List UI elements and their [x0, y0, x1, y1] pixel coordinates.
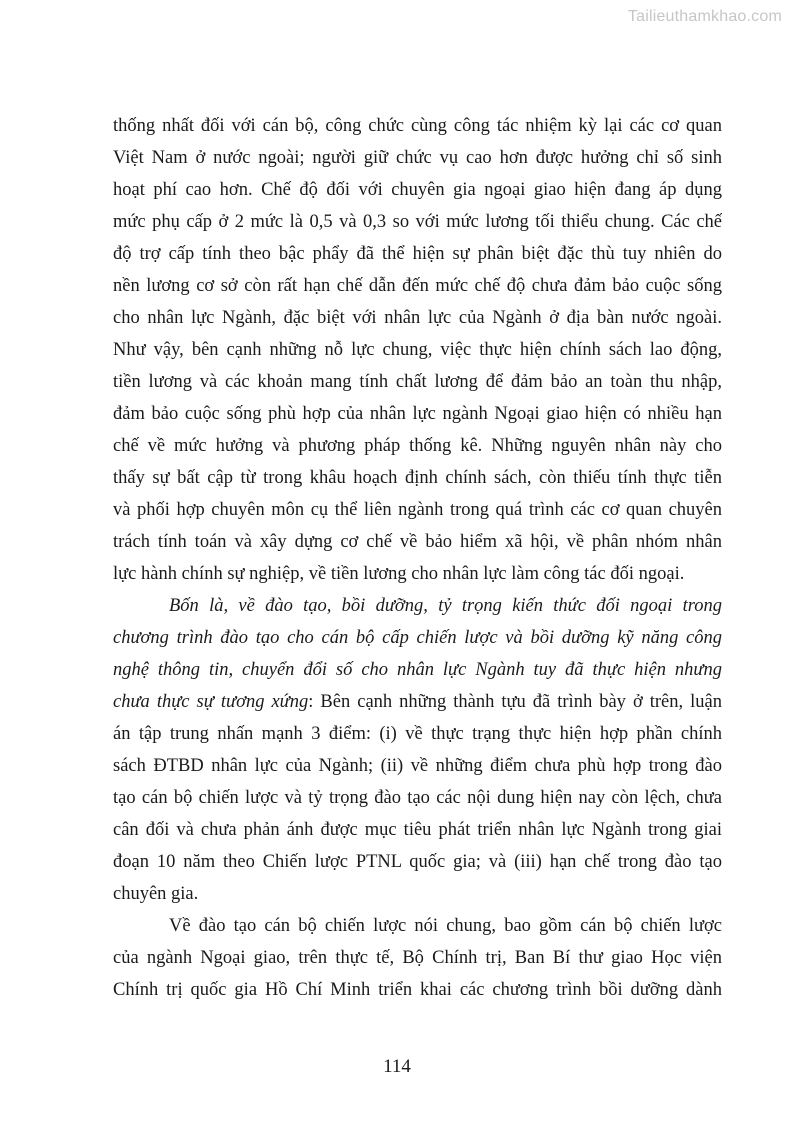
text-line	[113, 590, 722, 622]
italic-text-segment: Bốn là, về đào tạo, bồi dưỡng, tỷ trọng kiến thức đối ngoại trong	[169, 596, 722, 616]
text-line	[113, 878, 722, 910]
text-line	[113, 142, 722, 174]
text-line	[113, 174, 722, 206]
text-segment: lực hành chính sự nghiệp, về tiền lương cho nhân lực làm công tác đối ngoại.	[113, 564, 685, 584]
text-line	[113, 750, 722, 782]
text-line	[113, 462, 722, 494]
text-line	[113, 622, 722, 654]
text-line	[113, 494, 722, 526]
text-segment: Chính trị quốc gia Hồ Chí Minh triển khai các chương trình bồi dưỡng dành	[113, 980, 722, 1000]
text-segment: thấy sự bất cập từ trong khâu hoạch định chính sách, còn thiếu tính thực tiễn	[113, 468, 722, 488]
text-line	[113, 974, 722, 1006]
text-line	[113, 526, 722, 558]
text-line	[113, 398, 722, 430]
text-line	[113, 654, 722, 686]
text-segment: tạo cán bộ chiến lược và tỷ trọng đào tạo các nội dung hiện nay còn lệch, chưa	[113, 788, 722, 808]
text-segment: Việt Nam ở nước ngoài; người giữ chức vụ cao hơn được hưởng chỉ số sinh	[113, 148, 722, 168]
text-line	[113, 910, 722, 942]
text-line	[113, 334, 722, 366]
text-line	[113, 110, 722, 142]
text-segment: thống nhất đối với cán bộ, công chức cùng công tác nhiệm kỳ lại các cơ quan	[113, 116, 722, 136]
text-segment: cho nhân lực Ngành, đặc biệt với nhân lực của Ngành ở địa bàn nước ngoài.	[113, 308, 722, 328]
text-segment: đoạn 10 năm theo Chiến lược PTNL quốc gia; và (iii) hạn chế trong đào tạo	[113, 852, 722, 872]
text-line	[113, 270, 722, 302]
text-segment: sách ĐTBD nhân lực của Ngành; (ii) về những điểm chưa phù hợp trong đào	[113, 756, 722, 776]
text-line	[113, 846, 722, 878]
text-segment: án tập trung nhấn mạnh 3 điểm: (i) về thực trạng thực hiện hợp phần chính	[113, 724, 722, 744]
italic-text-segment: nghệ thông tin, chuyển đổi số cho nhân lực Ngành tuy đã thực hiện nhưng	[113, 660, 722, 680]
text-segment: Về đào tạo cán bộ chiến lược nói chung, bao gồm cán bộ chiến lược	[169, 916, 722, 936]
text-line	[113, 718, 722, 750]
italic-text-segment: chưa thực sự tương xứng	[113, 692, 309, 712]
text-line	[113, 686, 722, 718]
watermark-text: Tailieuthamkhao.com	[627, 8, 782, 25]
text-line	[113, 782, 722, 814]
text-segment: độ trợ cấp tính theo bậc phẩy đã thể hiện sự phân biệt đặc thù tuy nhiên do	[113, 244, 722, 264]
text-segment: trách tính toán và xây dựng cơ chế về bảo hiểm xã hội, về phân nhóm nhân	[113, 532, 722, 552]
text-segment: của ngành Ngoại giao, trên thực tế, Bộ Chính trị, Ban Bí thư giao Học viện	[113, 948, 722, 968]
text-line	[113, 238, 722, 270]
text-line	[113, 814, 722, 846]
text-segment: chế về mức hưởng và phương pháp thống kê. Những nguyên nhân này cho	[113, 436, 722, 456]
text-segment: chuyên gia.	[113, 884, 199, 904]
text-line	[113, 206, 722, 238]
text-segment: tiền lương và các khoản mang tính chất lương để đảm bảo an toàn thu nhập,	[113, 372, 722, 392]
italic-text-segment: chương trình đào tạo cho cán bộ cấp chiến lược và bồi dưỡng kỹ năng công	[113, 628, 722, 648]
text-segment: hoạt phí cao hơn. Chế độ đối với chuyên gia ngoại giao hiện đang áp dụng	[113, 180, 722, 200]
text-segment: nền lương cơ sở còn rất hạn chế dẫn đến mức chế độ chưa đảm bảo cuộc sống	[113, 276, 722, 296]
text-line	[113, 942, 722, 974]
text-line	[113, 430, 722, 462]
text-segment: mức phụ cấp ở 2 mức là 0,5 và 0,3 so với mức lương tối thiểu chung. Các chế	[113, 212, 722, 232]
text-segment: và phối hợp chuyên môn cụ thể liên ngành trong quá trình các cơ quan chuyên	[113, 500, 722, 520]
page-number: 114	[383, 1056, 411, 1077]
text-line	[113, 558, 722, 590]
text-line	[113, 302, 722, 334]
text-segment: đảm bảo cuộc sống phù hợp của nhân lực ngành Ngoại giao hiện có nhiều hạn	[113, 404, 722, 424]
text-segment: : Bên cạnh những thành tựu đã trình bày ở trên, luận	[308, 692, 722, 712]
text-segment: Như vậy, bên cạnh những nỗ lực chung, việc thực hiện chính sách lao động,	[113, 340, 722, 360]
document-body	[113, 110, 722, 1006]
text-line	[113, 366, 722, 398]
text-segment: cân đối và chưa phản ánh được mục tiêu phát triển nhân lực Ngành trong giai	[113, 820, 722, 840]
